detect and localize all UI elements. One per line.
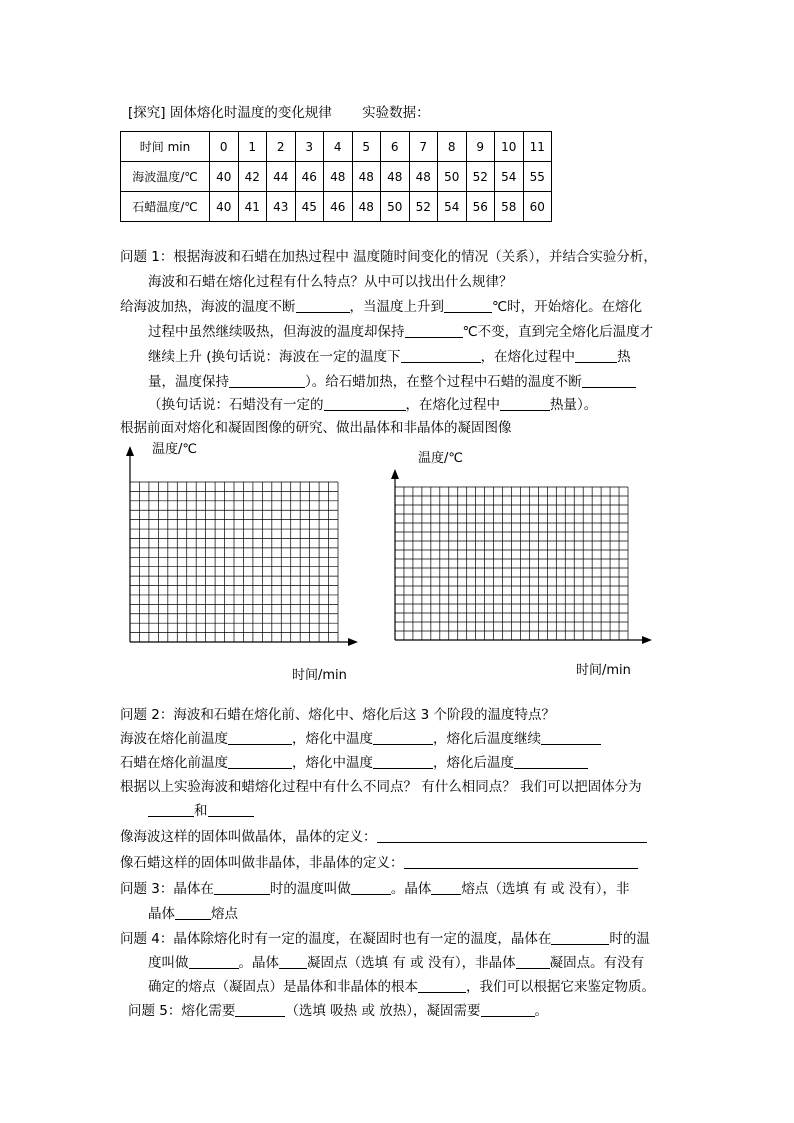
left-grid — [130, 482, 338, 642]
q2-and-line: 和 — [148, 799, 254, 819]
blank[interactable] — [418, 978, 466, 993]
crystal-definition-line: 像海波这样的固体叫做晶体，晶体的定义： — [120, 825, 647, 845]
blank[interactable] — [175, 905, 211, 920]
q1-line-5: 继续上升 (换句话说：海波在一定的温度下 ，在熔化过程中 热 — [148, 349, 631, 365]
q2-diff-line: 根据以上实验海波和蜡熔化过程中有什么不同点？ 有什么相同点？ 我们可以把固体分为 — [120, 779, 642, 795]
table-cell: 50 — [438, 162, 467, 192]
table-cell: 48 — [409, 162, 438, 192]
row-label-shila: 石蜡温度/℃ — [121, 192, 210, 222]
blank[interactable] — [279, 954, 307, 969]
blank[interactable] — [514, 754, 588, 769]
q1-line-7: （换句话说：石蜡没有一定的 ，在熔化过程中 热量）。 — [148, 397, 598, 413]
table-cell: 52 — [466, 162, 495, 192]
table-cell: 40 — [210, 162, 239, 192]
blank[interactable] — [228, 730, 292, 745]
table-cell: 54 — [438, 192, 467, 222]
table-cell: 43 — [267, 192, 296, 222]
blank[interactable] — [404, 854, 638, 869]
right-y-axis — [391, 469, 399, 640]
blank[interactable] — [148, 802, 194, 817]
left-xlabel: 时间/min — [292, 668, 347, 683]
table-cell: 10 — [495, 132, 524, 162]
q4-line-1: 问题 4：晶体除熔化时有一定的温度，在凝固时也有一定的温度，晶体在 时的温 — [120, 931, 650, 947]
table-cell: 52 — [409, 192, 438, 222]
table-cell: 54 — [495, 162, 524, 192]
blank[interactable] — [373, 754, 433, 769]
table-cell: 40 — [210, 192, 239, 222]
table-cell: 48 — [324, 162, 353, 192]
q1-line-8: 根据前面对熔化和凝固图像的研究、做出晶体和非晶体的凝固图像 — [120, 420, 512, 436]
table-cell: 6 — [381, 132, 410, 162]
table-cell: 48 — [381, 162, 410, 192]
table-cell: 41 — [238, 192, 267, 222]
table-cell: 3 — [295, 132, 324, 162]
q1-line-2: 海波和石蜡在熔化过程有什么特点？从中可以找出什么规律？ — [148, 274, 513, 290]
q1-line-6: 量，温度保持 ）。给石蜡加热，在整个过程中石蜡的温度不断 — [148, 370, 636, 390]
table-cell: 46 — [295, 162, 324, 192]
table-cell: 11 — [523, 132, 552, 162]
q2-title: 问题 2：海波和石蜡在熔化前、熔化中、熔化后这 3 个阶段的温度特点？ — [120, 707, 556, 723]
noncrystal-definition-line: 像石蜡这样的固体叫做非晶体，非晶体的定义： — [120, 851, 638, 871]
table-cell: 48 — [352, 162, 381, 192]
blank[interactable] — [516, 954, 550, 969]
q5-line: 问题 5：熔化需要 （选填 吸热 或 放热），凝固需要 。 — [128, 1003, 549, 1019]
left-ylabel: 温度/℃ — [152, 442, 197, 457]
table-cell: 8 — [438, 132, 467, 162]
right-grid — [395, 487, 628, 640]
blank[interactable] — [481, 1002, 535, 1017]
right-x-axis — [395, 636, 652, 644]
row-label-haibo: 海波温度/℃ — [121, 162, 210, 192]
blank[interactable] — [228, 754, 292, 769]
table-cell: 46 — [324, 192, 353, 222]
table-header-time: 时间 min — [121, 132, 210, 162]
blank[interactable] — [373, 730, 433, 745]
q1-line-1: 问题 1：根据海波和石蜡在加热过程中 温度随时间变化的情况（关系），并结合实验分析， — [120, 249, 657, 265]
blank[interactable] — [377, 828, 647, 843]
table-cell: 9 — [466, 132, 495, 162]
left-y-axis — [126, 446, 134, 642]
table-cell: 42 — [238, 162, 267, 192]
q3-line-2: 晶体 熔点 — [148, 906, 238, 922]
blank[interactable] — [431, 880, 461, 895]
blank[interactable] — [214, 880, 270, 895]
section-heading: [探究] 固体熔化时温度的变化规律 实验数据： — [128, 105, 430, 121]
right-xlabel: 时间/min — [576, 663, 631, 678]
q3-line-1: 问题 3：晶体在 时的温度叫做 。晶体 熔点（选填 有 或 没有），非 — [120, 881, 630, 897]
left-x-axis — [130, 638, 358, 646]
table-cell: 1 — [238, 132, 267, 162]
table-cell: 58 — [495, 192, 524, 222]
blank[interactable] — [235, 1002, 285, 1017]
q2-haibo-line: 海波在熔化前温度 ，熔化中温度 ，熔化后温度继续 — [120, 727, 601, 747]
blank[interactable] — [351, 880, 391, 895]
table-cell: 56 — [466, 192, 495, 222]
q1-line-3: 给海波加热，海波的温度不断 ，当温度上升到 ℃时，开始熔化。在熔化 — [120, 299, 643, 315]
q2-shila-line: 石蜡在熔化前温度 ，熔化中温度 ，熔化后温度 — [120, 751, 588, 771]
q4-line-3: 确定的熔点（凝固点）是晶体和非晶体的根本 ，我们可以根据它来鉴定物质。 — [148, 979, 655, 995]
table-cell: 44 — [267, 162, 296, 192]
table-cell: 4 — [324, 132, 353, 162]
table-cell: 48 — [352, 192, 381, 222]
table-cell: 50 — [381, 192, 410, 222]
table-cell: 45 — [295, 192, 324, 222]
table-cell: 0 — [210, 132, 239, 162]
table-cell: 5 — [352, 132, 381, 162]
table-cell: 7 — [409, 132, 438, 162]
table-cell: 60 — [523, 192, 552, 222]
blank[interactable] — [541, 730, 601, 745]
right-ylabel: 温度/℃ — [418, 451, 463, 466]
q4-line-2: 度叫做 。晶体 凝固点（选填 有 或 没有），非晶体 凝固点。有没有 — [148, 955, 645, 971]
table-cell: 55 — [523, 162, 552, 192]
blank[interactable] — [551, 930, 609, 945]
table-cell: 2 — [267, 132, 296, 162]
blank[interactable] — [208, 802, 254, 817]
q1-line-4: 过程中虽然继续吸热，但海波的温度却保持 ℃不变，直到完全熔化后温度才 — [148, 324, 654, 340]
blank[interactable] — [189, 954, 239, 969]
